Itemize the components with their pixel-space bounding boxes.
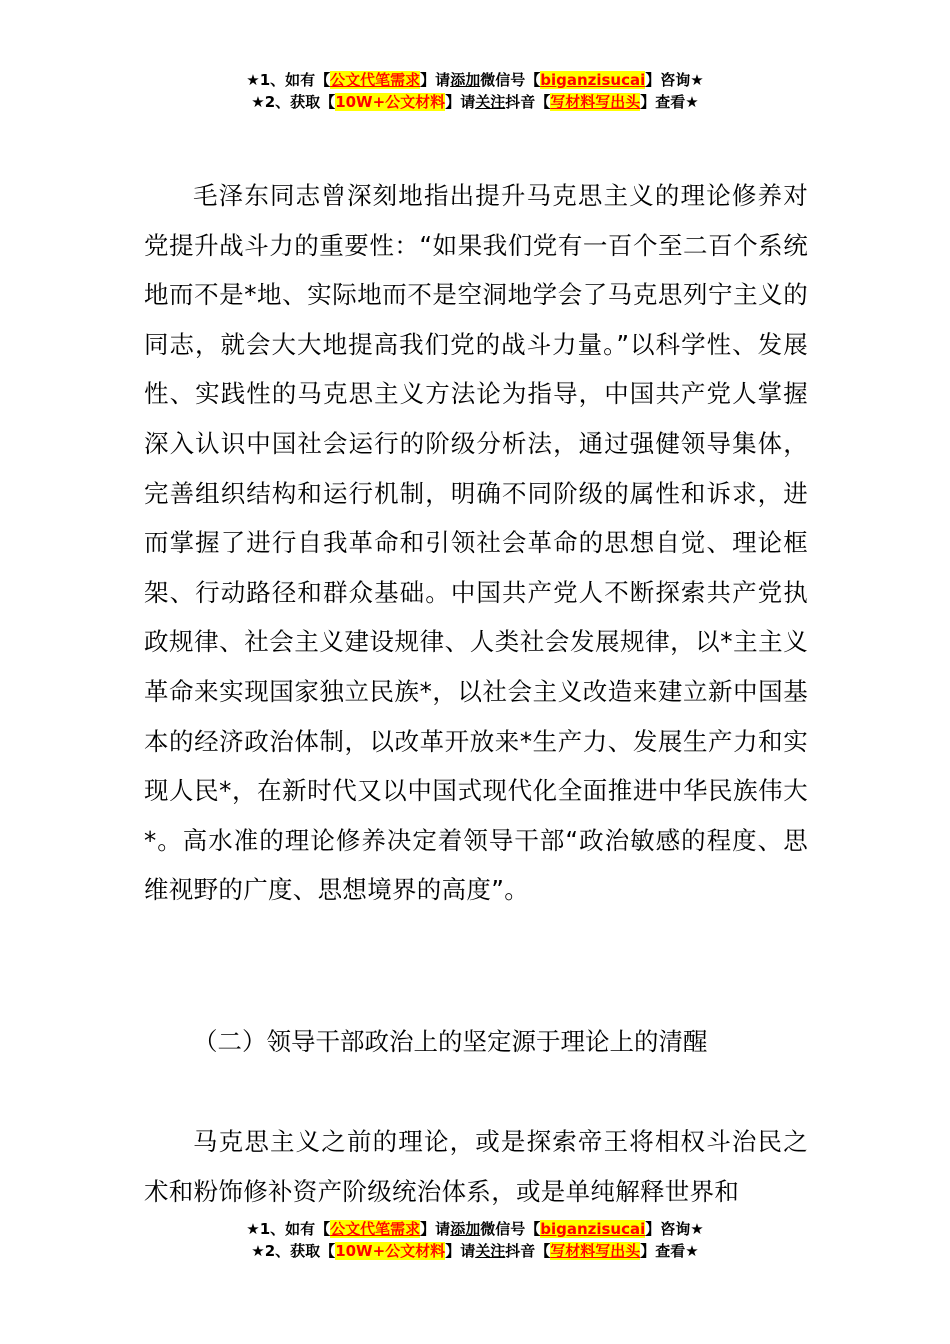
header-banner [0,69,950,113]
banner-highlight-wechat: biganzisucai [540,1220,646,1238]
footer-banner [0,1218,950,1262]
banner-line-2: ★2、获取【10W+公文材料】请关注抖音【写材料写出头】查看★ [251,1242,699,1260]
banner-line-2: ★2、获取【10W+公文材料】请关注抖音【写材料写出头】查看★ [251,93,699,111]
banner-highlight-service: 公文代笔需求 [330,1220,421,1238]
banner-highlight-wechat: biganzisucai [540,71,646,89]
banner-highlight-materials: 10W+公文材料 [335,93,446,111]
body-paragraph-1: 毛泽东同志曾深刻地指出提升马克思主义的理论修养对党提升战斗力的重要性：“如果我们党有一百个至二百个系统地而不是*地、实际地而不是空洞地学会了马克思列宁主义的同志，就会大大地提高我们党的战斗力量。”以科学性、发展性、实践性的马克思主义方法论为指导，中国共产党人掌握深入认识中国社会运行的阶级分析法，通过强健领导集体，完善组织结构和运行机制，明确不同阶级的属性和诉求，进而掌握了进行自我革命和引领社会革命的思想自觉、理论框架、行动路径和群众基础。中国共产党人不断探索共产党执政规律、社会主义建设规律、人类社会发展规律，以*主主义革命来实现国家独立民族*，以社会主义改造来建立新中国基本的经济政治体制，以改革开放来*生产力、发展生产力和实现人民*，在新时代又以中国式现代化全面推进中华民族伟大*。高水准的理论修养决定着领导干部“政治敏感的程度、思维视野的广度、思想境界的高度”。 [144,181,808,905]
banner-highlight-douyin: 写材料写出头 [550,93,641,111]
section-heading: （二）领导干部政治上的坚定源于理论上的清醒 [193,1027,708,1056]
banner-line-1: ★1、如有【公文代笔需求】请添加微信号【biganzisucai】咨询★ [246,71,704,89]
body-paragraph-2: 马克思主义之前的理论，或是探索帝王将相权斗治民之术和粉饰修补资产阶级统治体系，或是单纯解释世界和 [144,1127,808,1206]
banner-highlight-materials: 10W+公文材料 [335,1242,446,1260]
banner-highlight-service: 公文代笔需求 [330,71,421,89]
banner-highlight-douyin: 写材料写出头 [550,1242,641,1260]
banner-line-1: ★1、如有【公文代笔需求】请添加微信号【biganzisucai】咨询★ [246,1220,704,1238]
